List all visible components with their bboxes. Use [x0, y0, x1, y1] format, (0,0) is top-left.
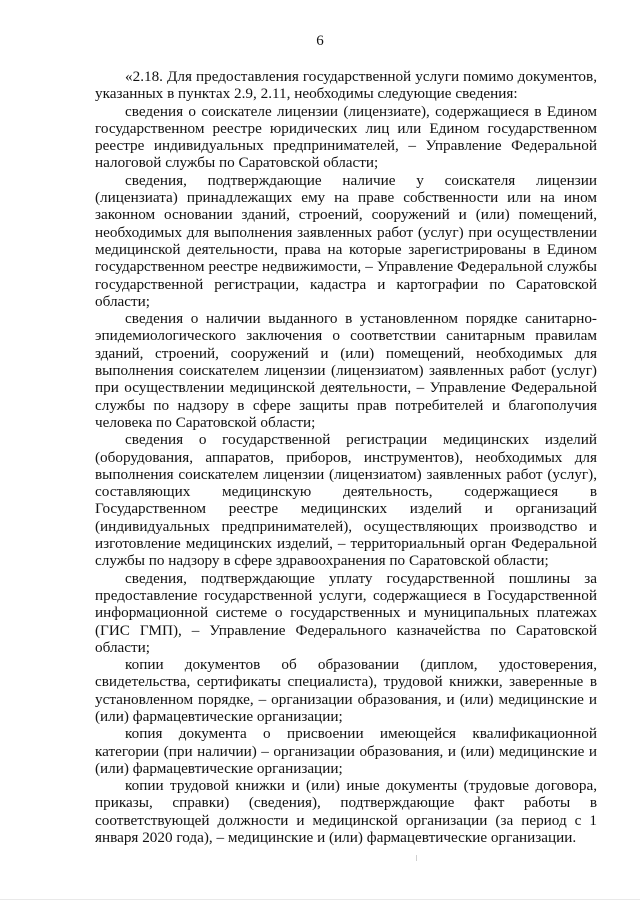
paragraph-item: сведения о наличии выданного в установленном порядке санитарно-эпидемиологического заключения о соответствии санитарным правилам зданий, строений, сооружений и (или) помещений, необходимых для выполнения соискателем лицензии (лицензиатом) заявленных работ (услуг) при осуществлении медицинской деятельности, – Управление Федеральной службы по надзору в сфере защиты прав потребителей и благополучия человека по Саратовской области;: [95, 310, 597, 431]
page-number: 6: [316, 33, 324, 49]
paragraph-intro: «2.18. Для предоставления государственной услуги помимо документов, указанных в пунктах 2.9, 2.11, необходимы следующие сведения:: [95, 68, 597, 103]
paragraph-item: копии документов об образовании (диплом, удостоверения, свидетельства, сертификаты специалиста), трудовой книжки, заверенные в установленном порядке, – организации образования, и (или) медицинские и (или) фармацевтические организации;: [95, 656, 597, 725]
paragraph-item: копии трудовой книжки и (или) иные документы (трудовые договора, приказы, справки) (сведения), подтверждающие факт работы в соответствующей должности и медицинской организации (за период с 1 января 2020 года), – медицинские и (или) фармацевтические организации.: [95, 777, 597, 847]
paragraph-item: копия документа о присвоении имеющейся квалификационной категории (при наличии) – организации образования, и (или) медицинские и (или) фармацевтические организации;: [95, 725, 597, 777]
scan-mark: [416, 855, 417, 861]
paragraph-item: сведения о государственной регистрации медицинских изделий (оборудования, аппаратов, приборов, инструментов), необходимых для выполнения соискателем лицензии (лицензиатом) заявленных работ (услуг), составляющих медицинскую деятельность, содержащиеся в Государственном реестре медицинских изделий и организаций (индивидуальных предпринимателей), осуществляющих производство и изготовление медицинских изделий, – территориальный орган Федеральной службы по надзору в сфере здравоохранения по Саратовской области;: [95, 431, 597, 570]
paragraph-item: сведения, подтверждающие уплату государственной пошлины за предоставление государственной услуги, содержащиеся в Государственной информационной системе о государственных и муниципальных платежах (ГИС ГМП), – Управление Федерального казначейства по Саратовской области;: [95, 569, 597, 656]
document-body: [95, 68, 597, 846]
paragraph-item: сведения о соискателе лицензии (лицензиате), содержащиеся в Едином государственном реестре юридических лиц или Едином государственном реестре индивидуальных предпринимателей, – Управление Федеральной налоговой службы по Саратовской области;: [95, 102, 597, 172]
page-bottom-edge: [0, 899, 640, 905]
paragraph-item: сведения, подтверждающие наличие у соискателя лицензии (лицензиата) принадлежащих ему на праве собственности или на ином законном основании зданий, строений, сооружений и (или) помещений, необходимых для выполнения заявленных работ (услуг) при осуществлении медицинской деятельности, права на которые зарегистрированы в Едином государственном реестре недвижимости, – Управление Федеральной службы государственной регистрации, кадастра и картографии по Саратовской области;: [95, 171, 597, 310]
